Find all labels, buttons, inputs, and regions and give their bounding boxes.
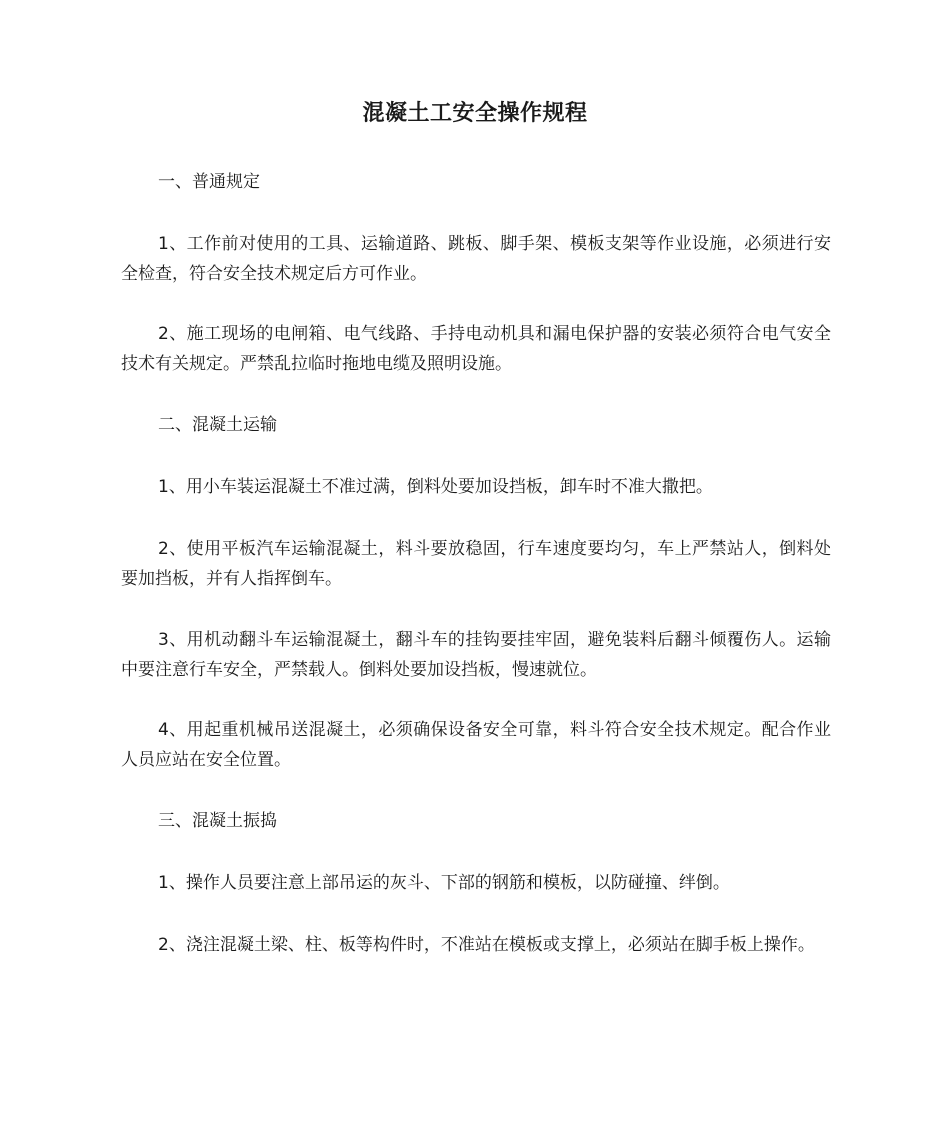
paragraph-general-2: 2、施工现场的电闸箱、电气线路、手持电动机具和漏电保护器的安装必须符合电气安全技术有关规定。严禁乱拉临时拖地电缆及照明设施。	[121, 324, 831, 374]
document-title: 混凝土工安全操作规程	[362, 101, 588, 126]
paragraph-transport-2: 2、使用平板汽车运输混凝土，料斗要放稳固，行车速度要均匀，车上严禁站人，倒料处要加挡板，并有人指挥倒车。	[121, 539, 831, 589]
section-heading-transport: 二、混凝土运输	[158, 415, 277, 435]
paragraph-transport-3: 3、用机动翻斗车运输混凝土，翻斗车的挂钩要挂牢固，避免装料后翻斗倾覆伤人。运输中要注意行车安全，严禁载人。倒料处要加设挡板，慢速就位。	[121, 630, 831, 680]
section-heading-general: 一、普通规定	[158, 172, 260, 192]
paragraph-transport-4: 4、用起重机械吊送混凝土，必须确保设备安全可靠，料斗符合安全技术规定。配合作业人员应站在安全位置。	[121, 720, 831, 770]
paragraph-vibration-2: 2、浇注混凝土梁、柱、板等构件时，不准站在模板或支撑上，必须站在脚手板上操作。	[158, 935, 815, 955]
paragraph-general-1: 1、工作前对使用的工具、运输道路、跳板、脚手架、模板支架等作业设施，必须进行安全检查，符合安全技术规定后方可作业。	[121, 234, 831, 284]
paragraph-transport-1: 1、用小车装运混凝土不准过满，倒料处要加设挡板，卸车时不准大撒把。	[158, 477, 713, 497]
section-heading-vibration: 三、混凝土振捣	[158, 811, 277, 831]
paragraph-vibration-1: 1、操作人员要注意上部吊运的灰斗、下部的钢筋和模板，以防碰撞、绊倒。	[158, 873, 730, 893]
